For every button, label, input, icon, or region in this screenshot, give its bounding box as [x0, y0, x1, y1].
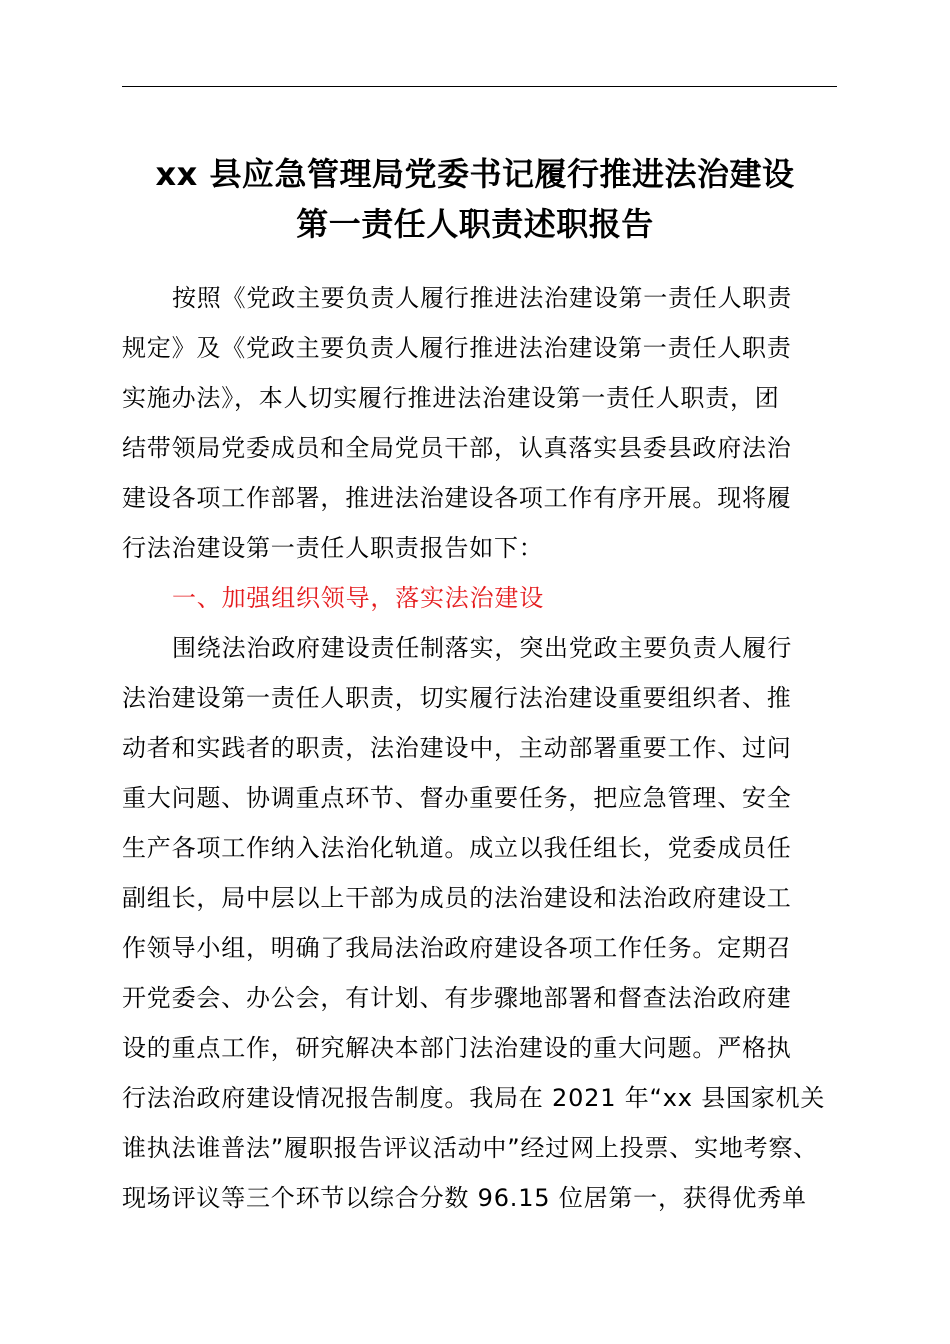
paragraph-line: 行法治政府建设情况报告制度。我局在 2021 年“xx 县国家机关 — [122, 1084, 826, 1112]
document-title-line-2: 第一责任人职责述职报告 — [296, 205, 654, 243]
paragraph-line: 动者和实践者的职责，法治建设中，主动部署重要工作、过问 — [122, 734, 792, 762]
paragraph-line: 建设各项工作部署，推进法治建设各项工作有序开展。现将履 — [122, 484, 792, 512]
paragraph-line: 现场评议等三个环节以综合分数 96.15 位居第一，获得优秀单 — [122, 1184, 807, 1212]
paragraph-line: 开党委会、办公会，有计划、有步骤地部署和督查法治政府建 — [122, 984, 792, 1012]
header-rule — [122, 86, 837, 87]
paragraph-line: 重大问题、协调重点环节、督办重要任务，把应急管理、安全 — [122, 784, 792, 812]
paragraph-line: 行法治建设第一责任人职责报告如下： — [122, 534, 544, 562]
paragraph-line: 结带领局党委成员和全局党员干部，认真落实县委县政府法治 — [122, 434, 792, 462]
document-title-line-1: xx 县应急管理局党委书记履行推进法治建设 — [155, 155, 795, 193]
paragraph-line: 按照《党政主要负责人履行推进法治建设第一责任人职责 — [172, 284, 792, 312]
paragraph-line: 围绕法治政府建设责任制落实，突出党政主要负责人履行 — [172, 634, 792, 662]
paragraph-line: 副组长，局中层以上干部为成员的法治建设和法治政府建设工 — [122, 884, 792, 912]
section-heading: 一、加强组织领导，落实法治建设 — [172, 584, 544, 612]
paragraph-line: 设的重点工作，研究解决本部门法治建设的重大问题。严格执 — [122, 1034, 792, 1062]
paragraph-line: 规定》及《党政主要负责人履行推进法治建设第一责任人职责 — [122, 334, 792, 362]
paragraph-line: 作领导小组，明确了我局法治政府建设各项工作任务。定期召 — [122, 934, 792, 962]
paragraph-line: 实施办法》，本人切实履行推进法治建设第一责任人职责，团 — [122, 384, 780, 412]
paragraph-line: 法治建设第一责任人职责，切实履行法治建设重要组织者、推 — [122, 684, 792, 712]
paragraph-line: 谁执法谁普法”履职报告评议活动中”经过网上投票、实地考察、 — [122, 1134, 819, 1162]
paragraph-line: 生产各项工作纳入法治化轨道。成立以我任组长，党委成员任 — [122, 834, 792, 862]
